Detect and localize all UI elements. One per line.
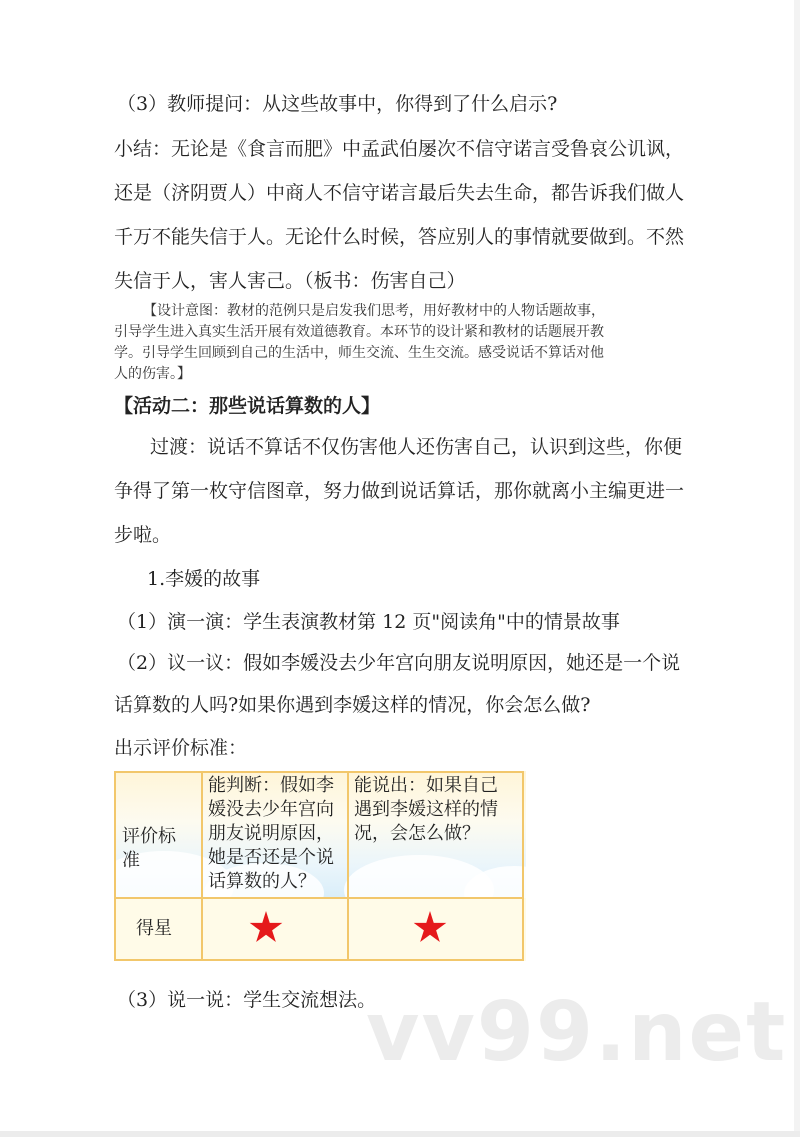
transition-line-1: 过渡：说话不算话不仅伤害他人还伤害自己，认识到这些，你便 [150, 436, 683, 458]
step-2-line-1: （2）议一议：假如李媛没去少年宫向朋友说明原因，她还是一个说 [117, 652, 681, 674]
criterion-speak: 能说出：如果自己 遇到李媛这样的情 况，会怎么做？ [354, 775, 498, 844]
question-line: （3）教师提问：从这些故事中，你得到了什么启示? [117, 93, 558, 115]
page-edge-bottom [0, 1131, 800, 1137]
criterion-judge: 能判断：假如李 媛没去少年宫向 朋友说明原因， 她是否还是个说 话算数的人？ [208, 775, 334, 892]
table-border-bottom [114, 959, 524, 961]
design-intent-line-3: 学。引导学生回顾到自己的生活中，师生交流、生生交流。感受说话不算话对他 [114, 345, 604, 361]
step-3-line: （3）说一说：学生交流想法。 [117, 989, 377, 1011]
summary-line-2: 还是（济阴贾人）中商人不信守诺言最后失去生命，都告诉我们做人 [114, 182, 685, 204]
activity-heading: 【活动二：那些说话算数的人】 [114, 395, 381, 417]
table-divider-1 [201, 771, 203, 961]
summary-line-3: 千万不能失信于人。无论什么时候，答应别人的事情就要做到。不然 [114, 226, 685, 248]
star-icon [413, 911, 447, 945]
transition-line-3: 步啦。 [114, 524, 172, 546]
design-intent-line-1: 【设计意图：教材的范例只是启发我们思考，用好教材中的人物话题故事， [143, 303, 605, 319]
page-edge-right [794, 0, 800, 1137]
design-intent-line-2: 引导学生进入真实生活开展有效道德教育。本环节的设计紧和教材的话题展开教 [114, 324, 604, 340]
section-title: 1.李媛的故事 [147, 568, 261, 590]
evaluation-table [114, 771, 526, 961]
table-divider-2 [347, 771, 349, 961]
design-intent-line-4: 人的伤害。】 [114, 366, 191, 382]
step-2-line-2: 话算数的人吗?如果你遇到李媛这样的情况，你会怎么做? [114, 694, 591, 716]
step-1-line: （1）演一演：学生表演教材第 12 页"阅读角"中的情景故事 [117, 611, 620, 633]
table-border-left [114, 771, 116, 961]
row-label-stars: 得星 [136, 918, 172, 939]
criteria-intro: 出示评价标准： [114, 737, 248, 759]
table-row-divider [114, 897, 524, 899]
watermark: vv99.net [366, 985, 788, 1080]
table-border-top [114, 771, 524, 773]
transition-line-2: 争得了第一枚守信图章，努力做到说话算话，那你就离小主编更进一 [114, 480, 685, 502]
summary-line-4: 失信于人，害人害己。（板书：伤害自己） [114, 270, 466, 292]
star-icon [249, 911, 283, 945]
row-label-criteria: 评价标 准 [122, 826, 176, 871]
summary-line-1: 小结：无论是《食言而肥》中孟武伯屡次不信守诺言受鲁哀公讥讽， [114, 138, 685, 160]
table-border-right [522, 771, 524, 961]
